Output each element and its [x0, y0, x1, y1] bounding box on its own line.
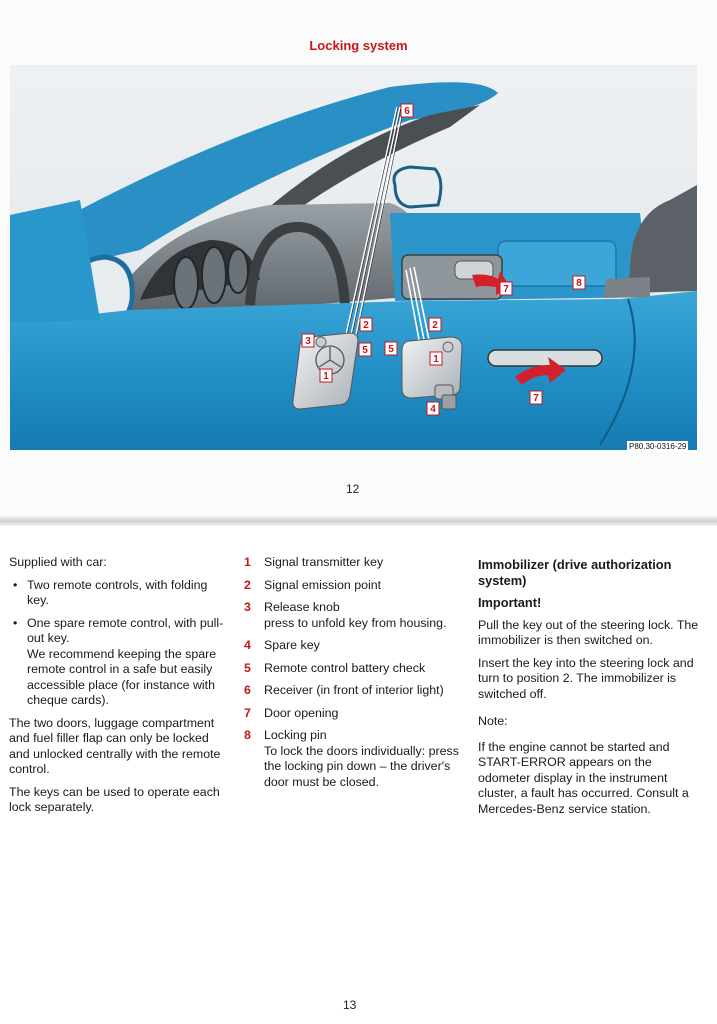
legend-label: Release knob: [264, 600, 340, 614]
legend-number: 4: [244, 638, 251, 652]
legend-item: [244, 555, 459, 571]
supplied-heading: Supplied with car:: [9, 555, 107, 569]
callout-1b: [430, 352, 442, 365]
svg-text:6: 6: [404, 106, 410, 117]
legend-number: 3: [244, 600, 251, 614]
svg-text:3: 3: [305, 336, 311, 347]
legend-number: 2: [244, 577, 251, 592]
paragraph: The keys can be used to operate each lock separately.: [9, 784, 220, 814]
callout-5a: [359, 343, 371, 356]
locking-system-illustration: [10, 65, 697, 450]
legend-label: Door opening: [264, 705, 339, 720]
page-number-bottom: 13: [343, 998, 357, 1012]
legend-item: [244, 661, 459, 677]
legend-number: 8: [244, 728, 251, 742]
legend-number: 5: [244, 660, 251, 675]
bullet-item: [9, 616, 229, 709]
legend-item: [244, 578, 459, 594]
paragraph: Pull the key out of the steering lock. The immobilizer is then switched on.: [478, 617, 699, 647]
legend-list: [244, 555, 459, 790]
svg-text:7: 7: [533, 393, 539, 404]
legend-number: 7: [244, 705, 251, 720]
svg-text:1: 1: [433, 354, 439, 365]
svg-text:7: 7: [503, 284, 509, 295]
page-title: Locking system: [309, 38, 408, 53]
note-label: Note:: [478, 714, 508, 728]
important-heading: Important!: [478, 595, 542, 610]
legend-label: Signal transmitter key: [264, 555, 384, 569]
callout-5b: [385, 342, 397, 355]
page-number-top: 12: [346, 482, 360, 496]
legend-item: [244, 706, 459, 722]
legend-item: [244, 638, 459, 654]
svg-text:4: 4: [430, 404, 436, 415]
note-text: If the engine cannot be started and START-ERROR appears on the odometer display in the instrument cluster, a fault has occurred. Consult a Mercedes-Benz service station.: [478, 739, 689, 816]
left-column: [9, 555, 229, 823]
svg-text:8: 8: [576, 278, 582, 289]
legend-label: Locking pin: [264, 728, 327, 742]
svg-text:5: 5: [388, 344, 394, 355]
legend-column: [244, 555, 459, 797]
paragraph: The two doors, luggage compartment and fuel filler flap can only be locked and unlocked centrally with the remote control.: [9, 715, 221, 776]
svg-text:2: 2: [363, 320, 369, 331]
callout-8: [573, 276, 585, 289]
callout-2b: [429, 318, 441, 331]
svg-text:2: 2: [432, 320, 438, 331]
callout-6: [401, 104, 413, 117]
legend-number: 6: [244, 683, 251, 697]
callout-7b: [530, 391, 542, 404]
legend-sub: press to unfold key from housing.: [264, 615, 447, 630]
legend-item: [244, 728, 459, 790]
bullet-item: [9, 578, 229, 609]
callout-2a: [360, 318, 372, 331]
callout-3: [302, 334, 314, 347]
legend-label: Signal emission point: [264, 577, 382, 592]
legend-label: Spare key: [264, 638, 320, 652]
legend-item: [244, 683, 459, 699]
callout-1a: [320, 369, 332, 382]
legend-number: 1: [244, 555, 251, 569]
paragraph: Insert the key into the steering lock and turn to position 2. The immobilizer is switched off.: [478, 655, 694, 701]
legend-label: Remote control battery check: [264, 660, 426, 675]
svg-text:5: 5: [362, 345, 368, 356]
bullet-text: One spare remote control, with pull-out key.: [27, 615, 224, 645]
legend-item: [244, 600, 459, 631]
right-column: [478, 557, 700, 824]
immobilizer-heading: Immobilizer (drive authorization system): [478, 557, 672, 588]
svg-text:1: 1: [323, 371, 329, 382]
image-code: P80.30-0316-29: [629, 442, 687, 451]
callout-7a: [500, 282, 512, 295]
bullet-subtext: We recommend keeping the spare remote control in a safe but easily accessible place (for instance with cheque cards).: [27, 646, 217, 707]
bullet-text: Two remote controls, with folding key.: [27, 577, 208, 607]
callout-4: [427, 402, 439, 415]
legend-label: Receiver (in front of interior light): [264, 683, 444, 697]
legend-sub: To lock the doors individually: press the locking pin down – the driver's door must be closed.: [264, 743, 459, 789]
